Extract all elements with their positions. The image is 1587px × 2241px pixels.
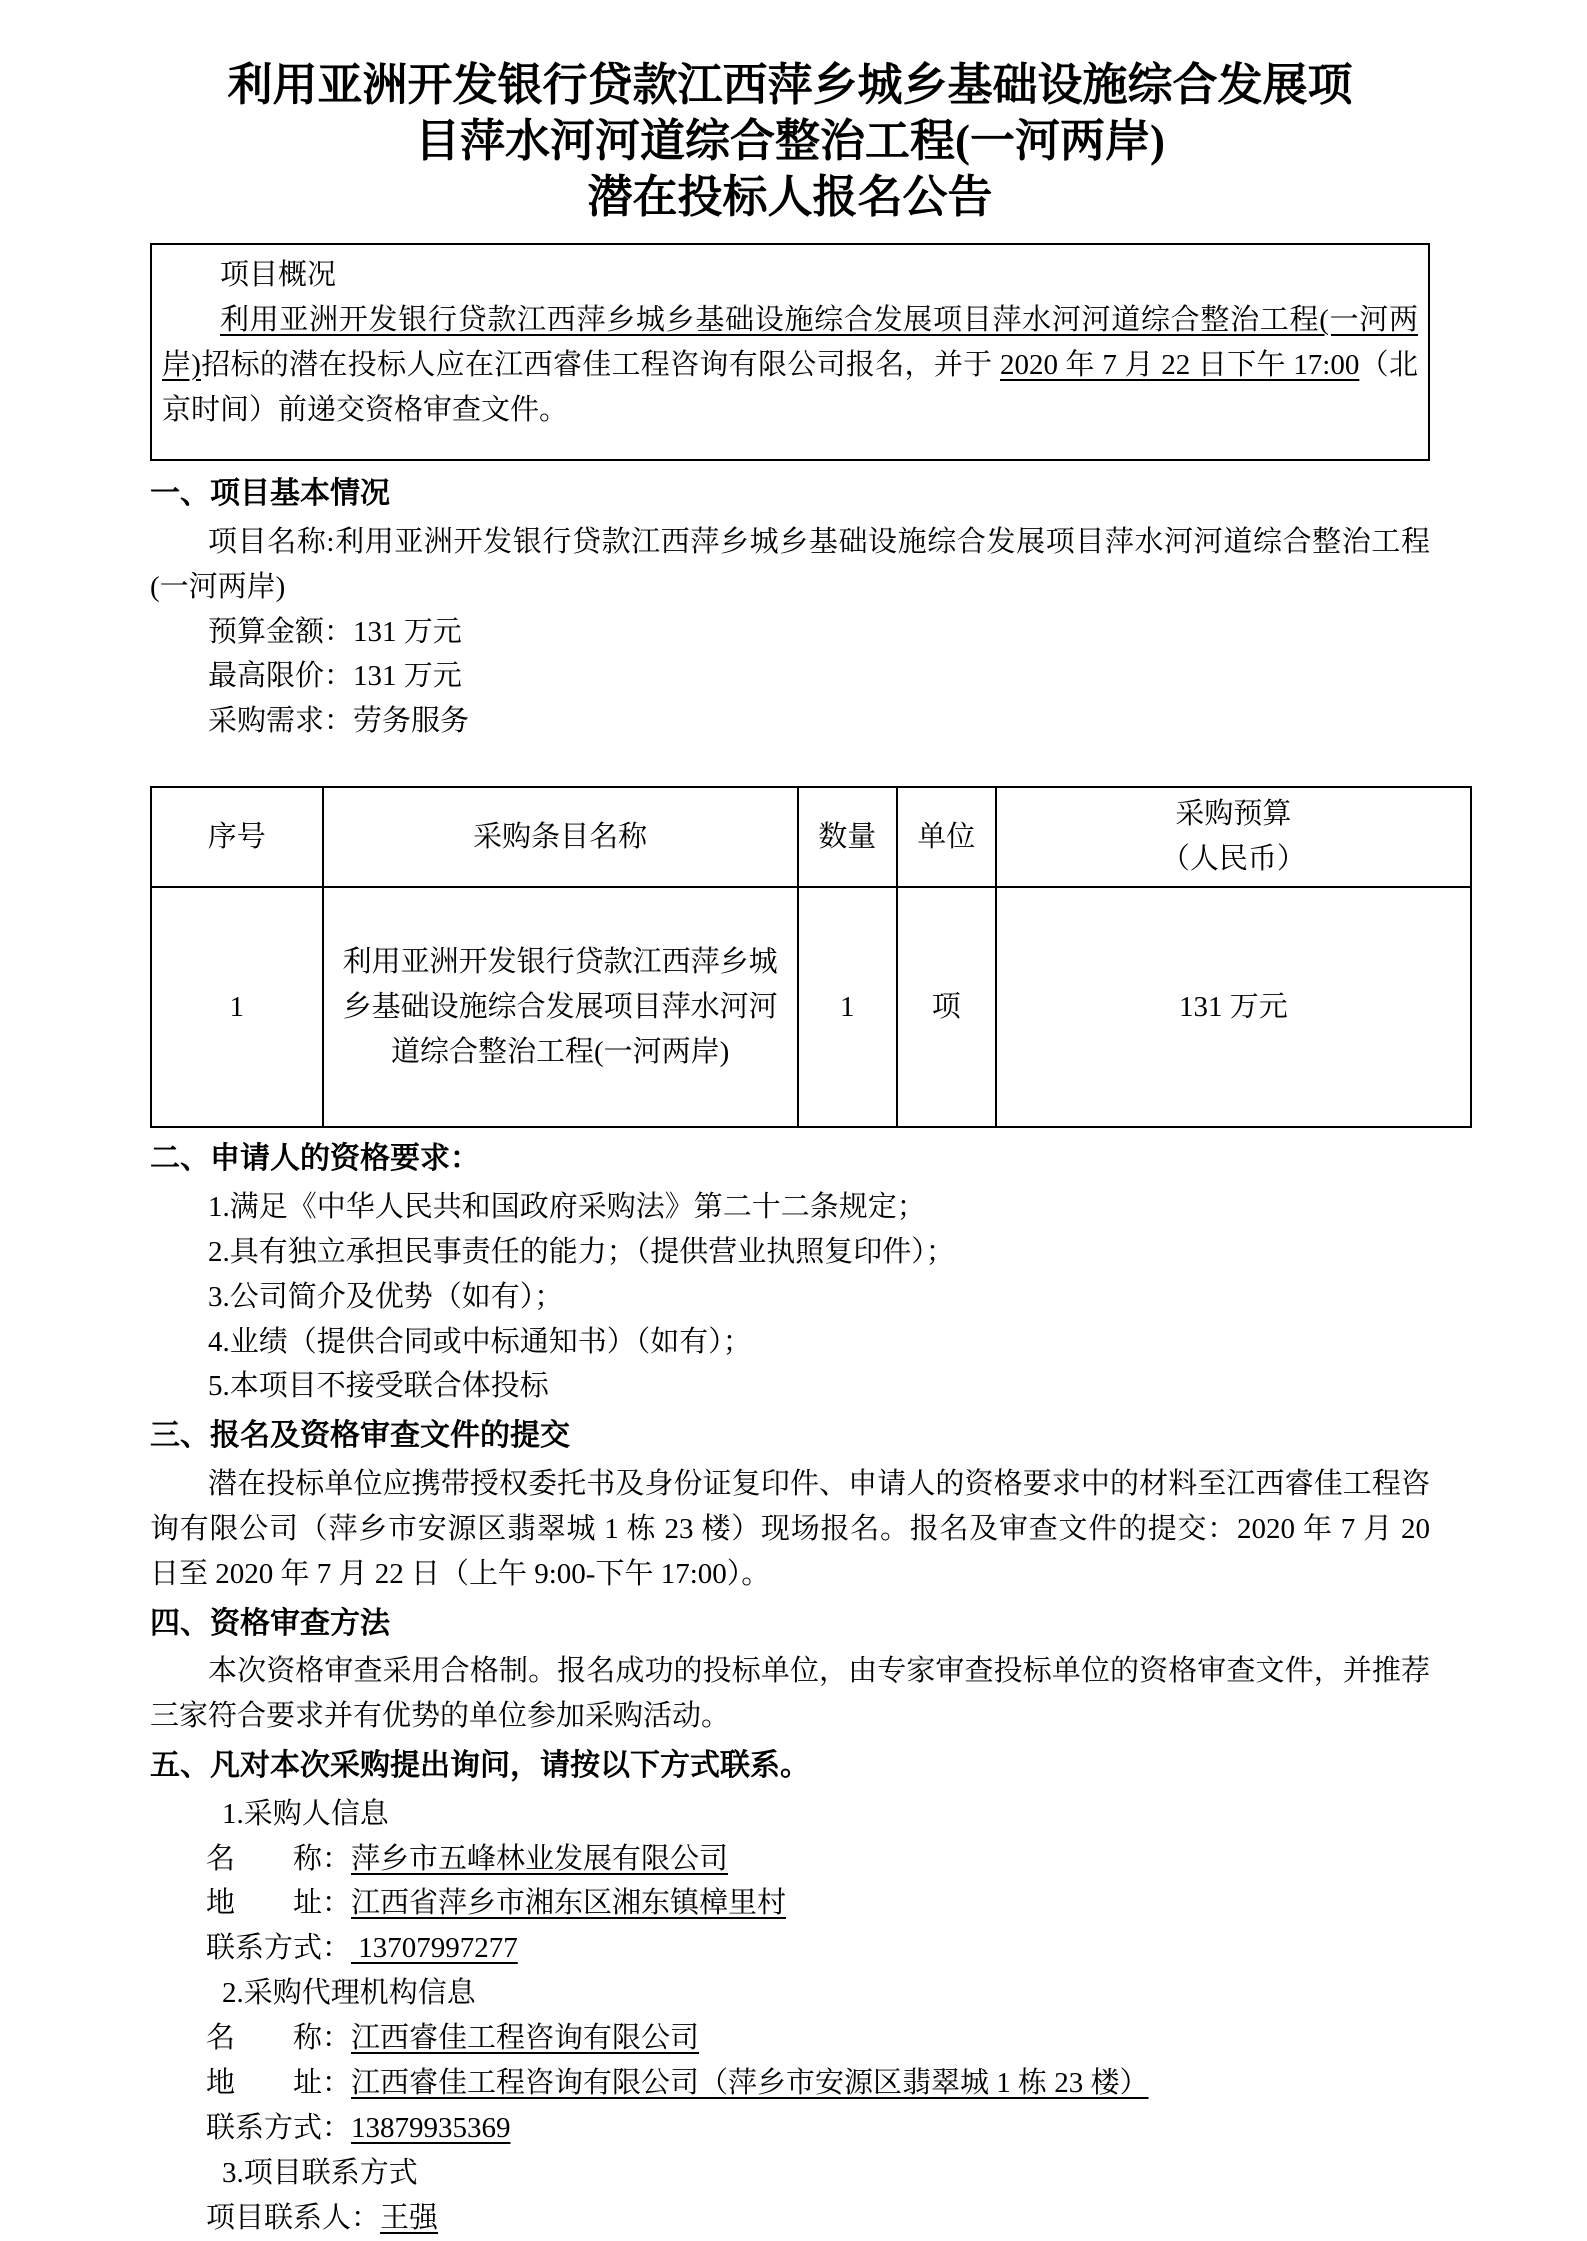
qualification-item-1: 1.满足《中华人民共和国政府采购法》第二十二条规定； (208, 1190, 926, 1223)
agency-contact-label: 联系方式： (206, 2112, 352, 2145)
cell-budget: 131 万元 (996, 887, 1471, 1127)
qualification-item-3: 3.公司简介及优势（如有）； (208, 1280, 564, 1313)
section-4-heading: 四、资格审查方法 (150, 1606, 390, 1640)
header-budget-line1: 采购预算 (1175, 798, 1292, 831)
overview-deadline: 2020 年 7 月 22 日下午 17:00 (999, 349, 1360, 382)
budget-line: 预算金额：131 万元 (208, 615, 462, 648)
project-contact-person-label: 项目联系人： (206, 2202, 381, 2235)
cell-quantity: 1 (798, 887, 897, 1127)
agency-name-value: 江西睿佳工程咨询有限公司 (351, 2022, 700, 2055)
purchaser-name-line (206, 1837, 1430, 1882)
purchaser-address-value: 江西省萍乡市湘东区湘东镇樟里村 (351, 1887, 787, 1920)
header-seq: 序号 (151, 787, 323, 887)
agency-address-label: 地 址： (206, 2067, 352, 2100)
purchaser-address-line (206, 1881, 1430, 1926)
agency-name-label: 名 称： (206, 2022, 352, 2055)
cell-item-name: 利用亚洲开发银行贷款江西萍乡城乡基础设施综合发展项目萍水河河道综合整治工程(一河两岸) (323, 887, 798, 1127)
header-item-name: 采购条目名称 (323, 787, 798, 887)
qualification-item-5: 5.本项目不接受联合体投标 (208, 1370, 549, 1403)
section-4-paragraph: 本次资格审查采用合格制。报名成功的投标单位，由专家审查投标单位的资格审查文件，并推荐三家符合要求并有优势的单位参加采购活动。 (150, 1655, 1430, 1733)
agency-name-line (206, 2016, 1430, 2061)
document-content (150, 58, 1430, 2241)
page-title (150, 58, 1430, 225)
qualification-list (150, 1185, 1430, 1410)
cell-unit: 项 (897, 887, 996, 1127)
qualification-item-4: 4.业绩（提供合同或中标通知书）（如有）； (208, 1325, 752, 1358)
project-contact-label: 3.项目联系方式 (222, 2157, 418, 2190)
purchaser-phone-value: 13707997277 (351, 1932, 518, 1965)
title-line-2: 目萍水河河道综合整治工程(一河两岸) (415, 115, 1165, 166)
section-2-heading: 二、申请人的资格要求： (150, 1142, 480, 1176)
title-line-1: 利用亚洲开发银行贷款江西萍乡城乡基础设施综合发展项 (227, 60, 1353, 110)
section-3-paragraph: 潜在投标单位应携带授权委托书及身份证复印件、申请人的资格要求中的材料至江西睿佳工程咨询有限公司（萍乡市安源区翡翠城 1 栋 23 楼）现场报名。报名及审查文件的提交：2020 年 7 月 20 日至 2020 年 7 月 22 日（上午 9:00-下午 17:00）。 (150, 1467, 1430, 1590)
project-contact-person-value: 王强 (380, 2202, 439, 2235)
requirement-line: 采购需求：劳务服务 (208, 705, 470, 738)
header-quantity: 数量 (798, 787, 897, 887)
purchaser-address-label: 地 址： (206, 1887, 352, 1920)
overview-project-name: 利用亚洲开发银行贷款江西萍乡城乡基础设施综合发展项目萍水河河道综合整治工程(一河两岸) (162, 304, 1418, 382)
section-3-heading: 三、报名及资格审查文件的提交 (150, 1419, 570, 1453)
overview-paragraph (162, 298, 1418, 433)
table-row (151, 887, 1471, 1127)
agency-info-label: 2.采购代理机构信息 (222, 1977, 476, 2010)
agency-address-value: 江西睿佳工程咨询有限公司（萍乡市安源区翡翠城 1 栋 23 楼） (351, 2067, 1149, 2100)
table-header-row (151, 787, 1471, 887)
header-unit: 单位 (897, 787, 996, 887)
project-overview-box (150, 243, 1430, 461)
contact-section (150, 1792, 1430, 2241)
cell-seq: 1 (151, 887, 323, 1127)
header-budget-line2: （人民币） (1160, 843, 1306, 876)
header-budget (996, 787, 1471, 887)
agency-phone-value: 13879935369 (351, 2112, 511, 2145)
section-5-heading: 五、凡对本次采购提出询问，请按以下方式联系。 (150, 1749, 810, 1783)
overview-text: 招标的潜在投标人应在江西睿佳工程咨询有限公司报名，并于 (200, 349, 1000, 382)
purchaser-name-label: 名 称： (206, 1842, 352, 1875)
max-price-line: 最高限价：131 万元 (208, 660, 462, 693)
section-1-heading: 一、项目基本情况 (150, 477, 390, 511)
purchaser-contact-line (206, 1926, 1430, 1971)
overview-label: 项目概况 (220, 259, 337, 292)
agency-contact-line (206, 2106, 1430, 2151)
agency-address-line (206, 2061, 1430, 2106)
project-contact-person-line (206, 2196, 1430, 2241)
title-line-3: 潜在投标人报名公告 (587, 171, 993, 222)
purchaser-info-label: 1.采购人信息 (222, 1797, 389, 1830)
purchaser-contact-label: 联系方式： (206, 1932, 352, 1965)
overview-text-tail: （北京时间）前递交资格审查文件。 (162, 349, 1418, 427)
procurement-table (150, 786, 1472, 1128)
purchaser-name-value: 萍乡市五峰林业发展有限公司 (351, 1842, 729, 1875)
project-name-line: 项目名称:利用亚洲开发银行贷款江西萍乡城乡基础设施综合发展项目萍水河河道综合整治工程(一河两岸) (150, 525, 1430, 603)
qualification-item-2: 2.具有独立承担民事责任的能力；（提供营业执照复印件）； (208, 1235, 955, 1268)
